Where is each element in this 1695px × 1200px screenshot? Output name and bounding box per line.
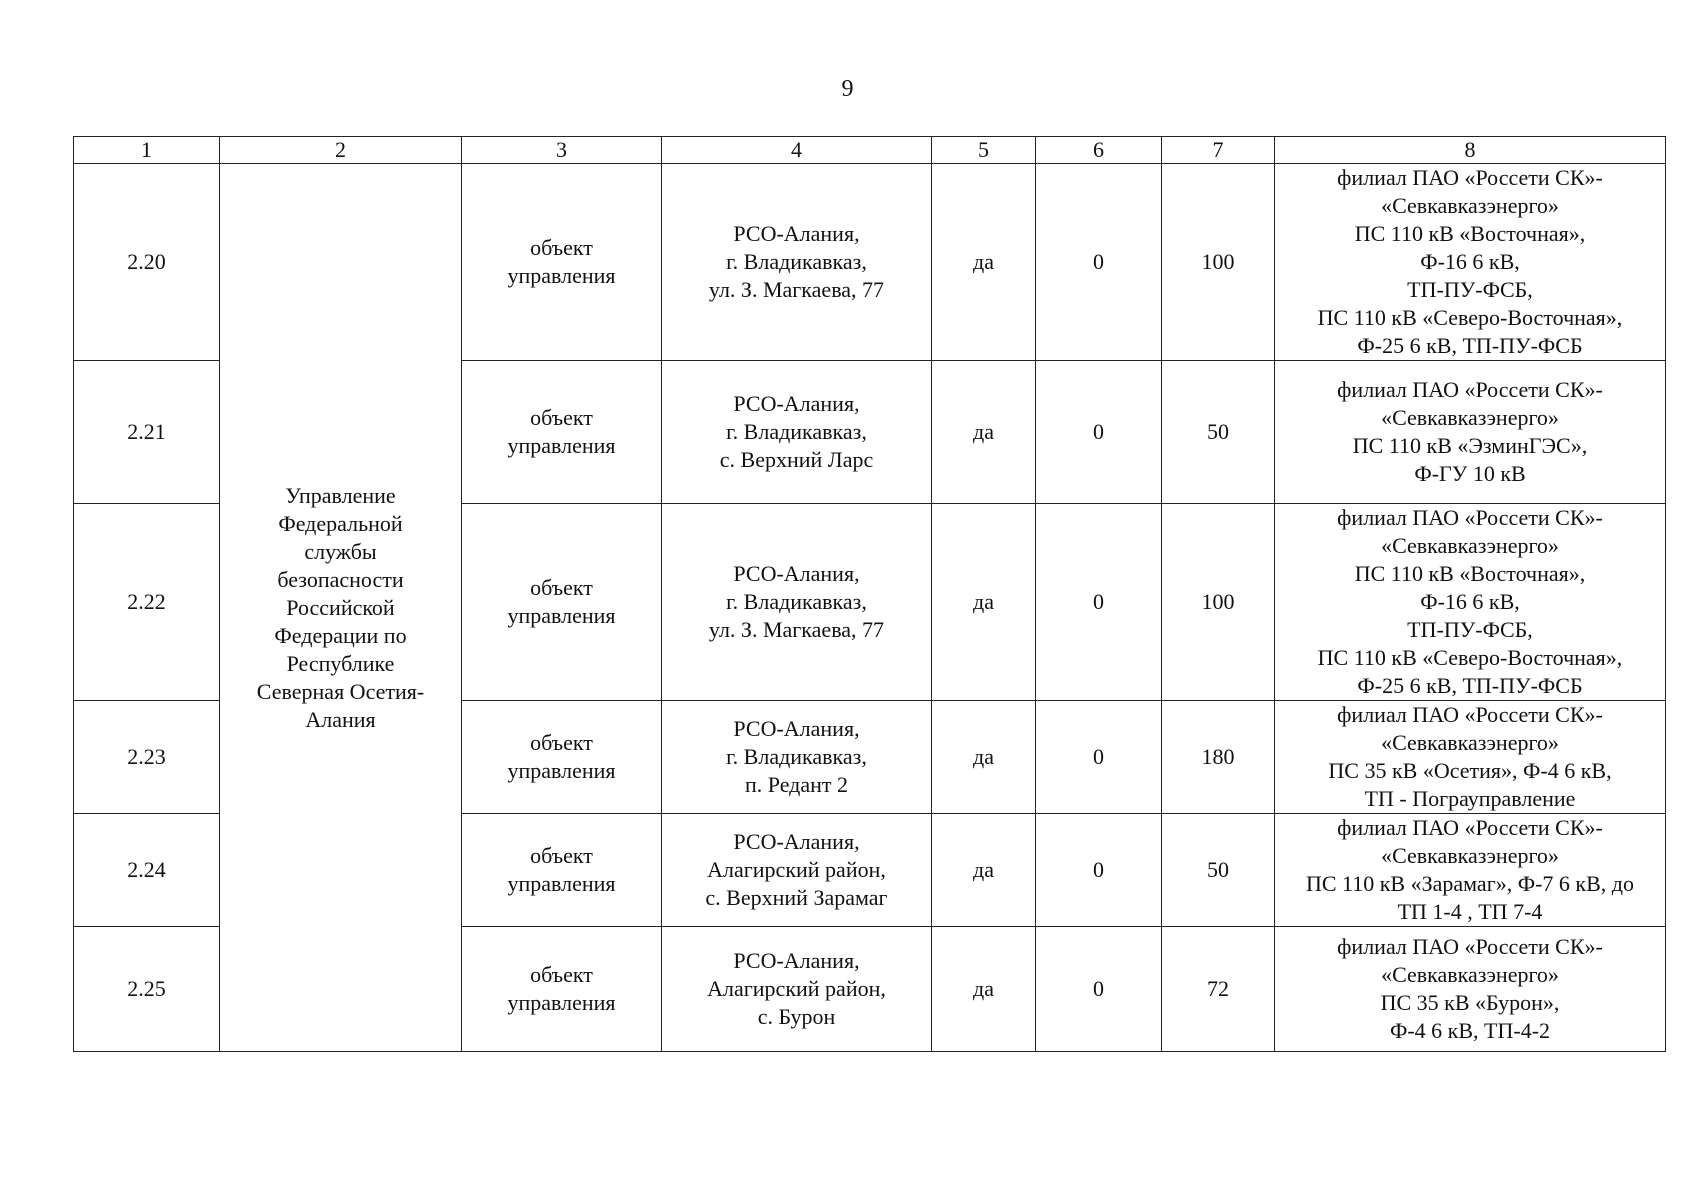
value7-cell: 50 xyxy=(1162,814,1275,927)
row-number: 2.20 xyxy=(74,164,220,361)
supply-cell: филиал ПАО «Россети СК»- «Севкавказэнерго» ПС 35 кВ «Осетия», Ф-4 6 кВ, ТП - Пограуправление xyxy=(1275,701,1666,814)
address-cell: РСО-Алания, г. Владикавказ, п. Редант 2 xyxy=(662,701,932,814)
row-number: 2.24 xyxy=(74,814,220,927)
organization-cell: Управление Федеральной службы безопасности Российской Федерации по Республике Северная Осетия- Алания xyxy=(220,164,462,1052)
object-type-cell: объект управления xyxy=(462,361,662,504)
address-cell: РСО-Алания, г. Владикавказ, ул. З. Магкаева, 77 xyxy=(662,504,932,701)
address-cell: РСО-Алания, Алагирский район, с. Бурон xyxy=(662,927,932,1052)
flag-cell: да xyxy=(932,361,1036,504)
flag-cell: да xyxy=(932,504,1036,701)
supply-cell: филиал ПАО «Россети СК»- «Севкавказэнерго» ПС 110 кВ «Восточная», Ф-16 6 кВ, ТП-ПУ-ФСБ, ПС 110 кВ «Северо-Восточная», Ф-25 6 кВ, ТП-ПУ-ФСБ xyxy=(1275,164,1666,361)
supply-cell: филиал ПАО «Россети СК»- «Севкавказэнерго» ПС 35 кВ «Бурон», Ф-4 6 кВ, ТП-4-2 xyxy=(1275,927,1666,1052)
flag-cell: да xyxy=(932,701,1036,814)
supply-cell: филиал ПАО «Россети СК»- «Севкавказэнерго» ПС 110 кВ «ЭзминГЭС», Ф-ГУ 10 кВ xyxy=(1275,361,1666,504)
value7-cell: 100 xyxy=(1162,164,1275,361)
object-type-cell: объект управления xyxy=(462,814,662,927)
value6-cell: 0 xyxy=(1036,504,1162,701)
object-type-cell: объект управления xyxy=(462,504,662,701)
value6-cell: 0 xyxy=(1036,814,1162,927)
value6-cell: 0 xyxy=(1036,927,1162,1052)
address-cell: РСО-Алания, Алагирский район, с. Верхний Зарамаг xyxy=(662,814,932,927)
value6-cell: 0 xyxy=(1036,164,1162,361)
value6-cell: 0 xyxy=(1036,361,1162,504)
column-header: 1 xyxy=(74,137,220,164)
column-header: 4 xyxy=(662,137,932,164)
object-type-cell: объект управления xyxy=(462,164,662,361)
value7-cell: 72 xyxy=(1162,927,1275,1052)
page-number: 9 xyxy=(841,76,854,102)
row-number: 2.25 xyxy=(74,927,220,1052)
address-cell: РСО-Алания, г. Владикавказ, с. Верхний Ларс xyxy=(662,361,932,504)
column-header: 8 xyxy=(1275,137,1666,164)
value6-cell: 0 xyxy=(1036,701,1162,814)
column-header: 5 xyxy=(932,137,1036,164)
object-type-cell: объект управления xyxy=(462,701,662,814)
row-number: 2.22 xyxy=(74,504,220,701)
value7-cell: 100 xyxy=(1162,504,1275,701)
column-header: 2 xyxy=(220,137,462,164)
supply-cell: филиал ПАО «Россети СК»- «Севкавказэнерго» ПС 110 кВ «Зарамаг», Ф-7 6 кВ, до ТП 1-4 , ТП 7-4 xyxy=(1275,814,1666,927)
supply-cell: филиал ПАО «Россети СК»- «Севкавказэнерго» ПС 110 кВ «Восточная», Ф-16 6 кВ, ТП-ПУ-ФСБ, ПС 110 кВ «Северо-Восточная», Ф-25 6 кВ, ТП-ПУ-ФСБ xyxy=(1275,504,1666,701)
value7-cell: 180 xyxy=(1162,701,1275,814)
flag-cell: да xyxy=(932,814,1036,927)
row-number: 2.21 xyxy=(74,361,220,504)
address-cell: РСО-Алания, г. Владикавказ, ул. З. Магкаева, 77 xyxy=(662,164,932,361)
value7-cell: 50 xyxy=(1162,361,1275,504)
flag-cell: да xyxy=(932,927,1036,1052)
table-row xyxy=(74,164,1666,361)
column-header: 3 xyxy=(462,137,662,164)
column-header: 6 xyxy=(1036,137,1162,164)
object-type-cell: объект управления xyxy=(462,927,662,1052)
data-table xyxy=(73,136,1666,1052)
flag-cell: да xyxy=(932,164,1036,361)
table-header-row xyxy=(74,137,1666,164)
row-number: 2.23 xyxy=(74,701,220,814)
column-header: 7 xyxy=(1162,137,1275,164)
